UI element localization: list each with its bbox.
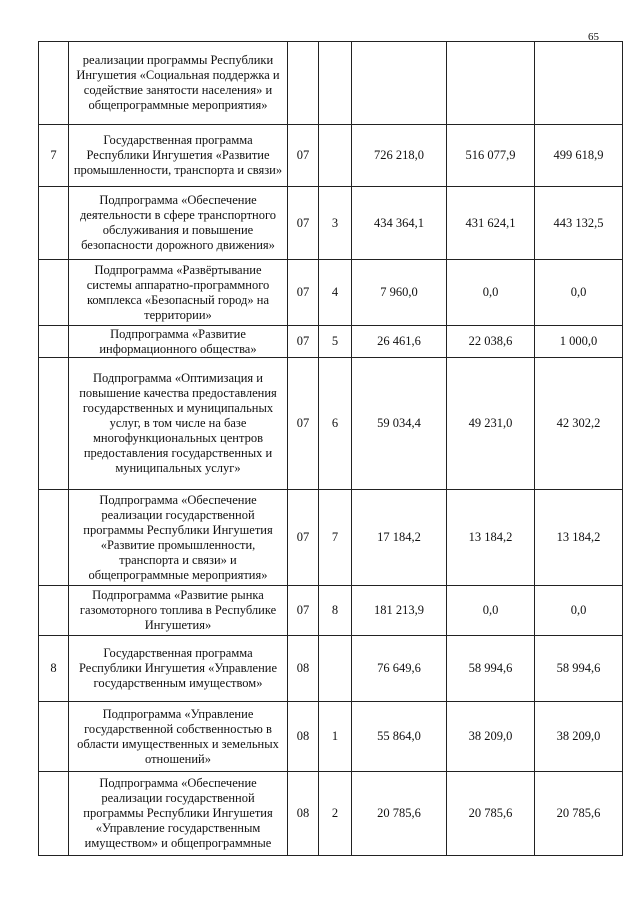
page-number: 65 <box>588 31 599 43</box>
table-row <box>39 636 623 702</box>
row-number-cell <box>39 490 69 586</box>
table-row <box>39 702 623 772</box>
subprogram-code-cell: 1 <box>319 702 352 772</box>
program-name-cell: Государственная программа Республики Ингушетия «Развитие промышленности, транспорта и связи» <box>69 125 288 187</box>
amount-year-1-cell: 26 461,6 <box>352 326 447 358</box>
amount-year-1-cell: 20 785,6 <box>352 772 447 856</box>
amount-year-1-cell: 434 364,1 <box>352 187 447 260</box>
amount-year-2-cell <box>447 42 535 125</box>
program-name-cell: Подпрограмма «Развитие рынка газомоторного топлива в Республике Ингушетия» <box>69 586 288 636</box>
program-code-cell: 08 <box>288 636 319 702</box>
amount-year-3-cell: 38 209,0 <box>535 702 623 772</box>
amount-year-1-cell: 726 218,0 <box>352 125 447 187</box>
program-name-cell: Подпрограмма «Обеспечение реализации государственной программы Республики Ингушетия «Управление государственным имуществом» и общепрограммные <box>69 772 288 856</box>
program-code-cell: 08 <box>288 702 319 772</box>
subprogram-code-cell: 5 <box>319 326 352 358</box>
row-number-cell <box>39 187 69 260</box>
amount-year-3-cell: 0,0 <box>535 260 623 326</box>
amount-year-2-cell: 22 038,6 <box>447 326 535 358</box>
amount-year-3-cell: 1 000,0 <box>535 326 623 358</box>
subprogram-code-cell: 7 <box>319 490 352 586</box>
table-row <box>39 772 623 856</box>
program-name-cell: реализации программы Республики Ингушетия «Социальная поддержка и содействие занятости населения» и общепрограммные мероприятия» <box>69 42 288 125</box>
table-row <box>39 42 623 125</box>
subprogram-code-cell: 8 <box>319 586 352 636</box>
amount-year-2-cell: 13 184,2 <box>447 490 535 586</box>
row-number-cell <box>39 358 69 490</box>
amount-year-3-cell <box>535 42 623 125</box>
row-number-cell: 8 <box>39 636 69 702</box>
table-row <box>39 586 623 636</box>
program-code-cell: 07 <box>288 490 319 586</box>
budget-table <box>38 41 623 856</box>
table-row <box>39 187 623 260</box>
amount-year-2-cell: 38 209,0 <box>447 702 535 772</box>
program-name-cell: Подпрограмма «Оптимизация и повышение качества предоставления государственных и муниципальных услуг, в том числе на базе многофункциональных центров предоставления государственных и муниципальных услуг» <box>69 358 288 490</box>
program-code-cell: 07 <box>288 187 319 260</box>
table-row <box>39 326 623 358</box>
subprogram-code-cell: 6 <box>319 358 352 490</box>
amount-year-1-cell: 7 960,0 <box>352 260 447 326</box>
amount-year-2-cell: 516 077,9 <box>447 125 535 187</box>
amount-year-3-cell: 20 785,6 <box>535 772 623 856</box>
program-code-cell: 07 <box>288 358 319 490</box>
subprogram-code-cell: 2 <box>319 772 352 856</box>
program-name-cell: Подпрограмма «Развитие информационного общества» <box>69 326 288 358</box>
subprogram-code-cell: 3 <box>319 187 352 260</box>
row-number-cell: 7 <box>39 125 69 187</box>
row-number-cell <box>39 326 69 358</box>
amount-year-2-cell: 49 231,0 <box>447 358 535 490</box>
amount-year-3-cell: 13 184,2 <box>535 490 623 586</box>
amount-year-1-cell: 181 213,9 <box>352 586 447 636</box>
amount-year-1-cell <box>352 42 447 125</box>
program-name-cell: Подпрограмма «Обеспечение реализации государственной программы Республики Ингушетия «Развитие промышленности, транспорта и связи» и общепрограммные мероприятия» <box>69 490 288 586</box>
program-code-cell: 07 <box>288 125 319 187</box>
table-row <box>39 490 623 586</box>
amount-year-1-cell: 76 649,6 <box>352 636 447 702</box>
program-code-cell: 07 <box>288 326 319 358</box>
amount-year-3-cell: 443 132,5 <box>535 187 623 260</box>
subprogram-code-cell <box>319 636 352 702</box>
program-name-cell: Подпрограмма «Развёртывание системы аппаратно-программного комплекса «Безопасный город» на территории» <box>69 260 288 326</box>
amount-year-3-cell: 0,0 <box>535 586 623 636</box>
amount-year-3-cell: 499 618,9 <box>535 125 623 187</box>
amount-year-2-cell: 431 624,1 <box>447 187 535 260</box>
program-code-cell: 07 <box>288 586 319 636</box>
amount-year-1-cell: 55 864,0 <box>352 702 447 772</box>
row-number-cell <box>39 260 69 326</box>
program-name-cell: Подпрограмма «Управление государственной собственностью в области имущественных и земельных отношений» <box>69 702 288 772</box>
row-number-cell <box>39 702 69 772</box>
amount-year-2-cell: 0,0 <box>447 586 535 636</box>
row-number-cell <box>39 772 69 856</box>
program-code-cell <box>288 42 319 125</box>
amount-year-3-cell: 42 302,2 <box>535 358 623 490</box>
program-name-cell: Государственная программа Республики Ингушетия «Управление государственным имуществом» <box>69 636 288 702</box>
table-row <box>39 358 623 490</box>
amount-year-2-cell: 0,0 <box>447 260 535 326</box>
subprogram-code-cell <box>319 125 352 187</box>
table-row <box>39 125 623 187</box>
program-code-cell: 07 <box>288 260 319 326</box>
table-row <box>39 260 623 326</box>
row-number-cell <box>39 42 69 125</box>
amount-year-2-cell: 58 994,6 <box>447 636 535 702</box>
amount-year-2-cell: 20 785,6 <box>447 772 535 856</box>
amount-year-1-cell: 17 184,2 <box>352 490 447 586</box>
row-number-cell <box>39 586 69 636</box>
subprogram-code-cell <box>319 42 352 125</box>
subprogram-code-cell: 4 <box>319 260 352 326</box>
program-name-cell: Подпрограмма «Обеспечение деятельности в сфере транспортного обслуживания и повышение безопасности дорожного движения» <box>69 187 288 260</box>
amount-year-3-cell: 58 994,6 <box>535 636 623 702</box>
amount-year-1-cell: 59 034,4 <box>352 358 447 490</box>
program-code-cell: 08 <box>288 772 319 856</box>
